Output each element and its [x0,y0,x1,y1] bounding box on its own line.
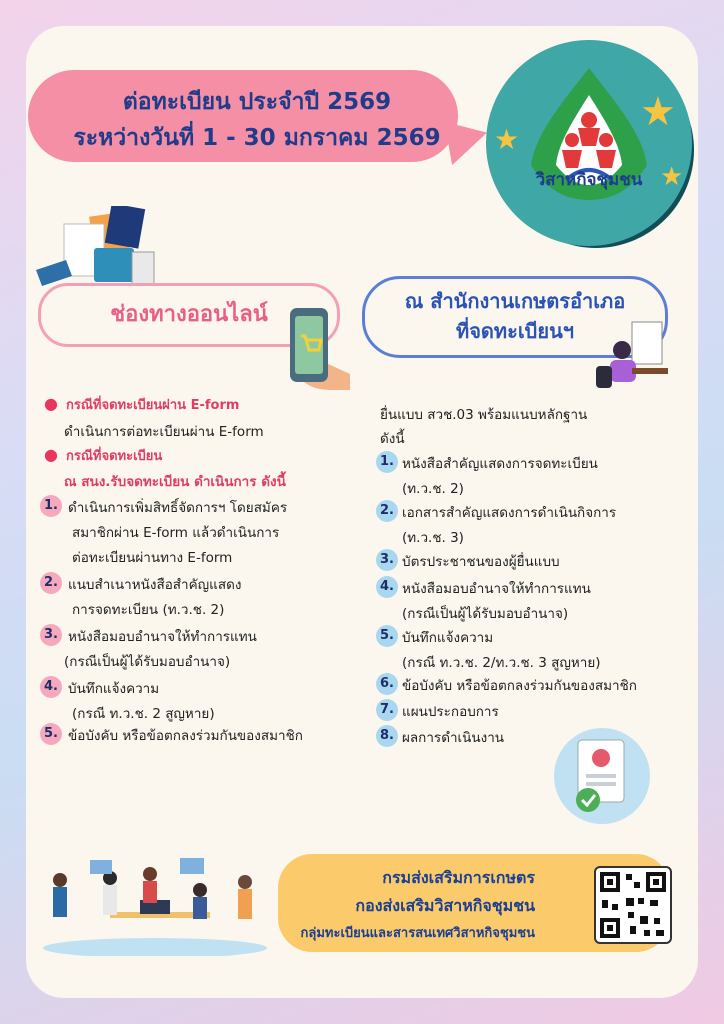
item-number: 7. [376,699,398,721]
online-bullet-2 [44,445,162,466]
online-item-1-line-3: ต่อทะเบียนผ่านทาง E-form [72,550,233,566]
office-item-6-line-1: ข้อบังคับ หรือข้อตกลงร่วมกันของสมาชิก [402,678,637,694]
office-item-2-line-2: (ท.ว.ช. 3) [402,530,464,546]
logo-text: วิสาหกิจชุมชน [535,170,643,190]
item-number: 3. [376,549,398,571]
office-item-1-line-2: (ท.ว.ช. 2) [402,481,464,497]
online-channel-label: ช่องทางออนไลน์ [110,302,268,327]
star-icon: ★ [660,162,684,192]
qr-code[interactable] [594,866,672,944]
footer-division: กองส่งเสริมวิสาหกิจชุมชน [355,896,535,915]
team-meeting-illustration [40,856,270,956]
office-worker-illustration [592,316,672,388]
online-item-5-line-1: ข้อบังคับ หรือข้อตกลงร่วมกันของสมาชิก [68,728,303,744]
item-number: 3. [40,624,62,646]
title-line-1: ต่อทะเบียน ประจำปี 2569 [122,89,392,115]
item-number: 4. [376,576,398,598]
online-item-4-line-1: บันทึกแจ้งความ [68,681,160,697]
star-icon: ★ [494,123,520,156]
online-item-1-line-1: ดำเนินการเพิ่มสิทธิ์จัดการฯ โดยสมัคร [68,500,288,516]
item-number: 1. [40,495,62,517]
online-item-2-line-1: แนบสำเนาหนังสือสำคัญแสดง [68,577,242,593]
title-bubble [28,70,458,162]
footer-department: กรมส่งเสริมการเกษตร [382,868,535,887]
office-intro-line-2: ดังนี้ [380,431,405,447]
office-item-1-line-1: หนังสือสำคัญแสดงการจดทะเบียน [402,456,598,472]
bullet-description: ดำเนินการต่อทะเบียนผ่าน E-form [64,424,264,440]
office-item-5-line-2: (กรณี ท.ว.ช. 2/ท.ว.ช. 3 สูญหาย) [402,655,601,671]
title-line-2: ระหว่างวันที่ 1 - 30 มกราคม 2569 [73,125,441,151]
office-item-3-line-1: บัตรประชาชนของผู้ยื่นแบบ [402,554,560,570]
item-number: 5. [40,723,62,745]
office-heading-line-2: ที่จดทะเบียนฯ [456,319,574,343]
bullet-dot-icon: ● [44,445,58,464]
online-item-3-line-1: หนังสือมอบอำนาจให้ทำการแทน [68,629,257,645]
document-check-illustration [548,726,656,824]
item-number: 1. [376,451,398,473]
online-item-4-line-2: (กรณี ท.ว.ช. 2 สูญหาย) [72,706,215,722]
item-number: 4. [40,676,62,698]
star-icon: ★ [640,89,676,135]
item-number: 8. [376,725,398,747]
office-heading-line-1: ณ สำนักงานเกษตรอำเภอ [404,289,626,313]
office-intro-line-1: ยื่นแบบ สวช.03 พร้อมแนบหลักฐาน [380,407,588,423]
office-item-7-line-1: แผนประกอบการ [402,704,499,720]
bullet-title: กรณีที่จดทะเบียน [65,449,163,464]
footer-group: กลุ่มทะเบียนและสารสนเทศวิสาหกิจชุมชน [300,926,535,941]
tax-documents-illustration [36,206,160,290]
online-item-3-line-2: (กรณีเป็นผู้ได้รับมอบอำนาจ) [64,654,231,670]
mobile-shopping-icon [284,304,354,392]
title-bubble-tail [444,115,491,165]
office-item-4-line-2: (กรณีเป็นผู้ได้รับมอบอำนาจ) [402,606,569,622]
bullet-dot-icon: ● [44,394,58,413]
online-item-1-line-2: สมาชิกผ่าน E-form แล้วดำเนินการ [72,525,280,541]
item-number: 6. [376,673,398,695]
office-item-5-line-1: บันทึกแจ้งความ [402,630,494,646]
item-number: 2. [376,500,398,522]
office-item-4-line-1: หนังสือมอบอำนาจให้ทำการแทน [402,581,591,597]
item-number: 5. [376,625,398,647]
bullet-description: ณ สนง.รับจดทะเบียน ดำเนินการ ดังนี้ [64,474,286,490]
online-item-2-line-2: การจดทะเบียน (ท.ว.ช. 2) [72,602,225,618]
item-number: 2. [40,572,62,594]
qr-code-icon [596,868,670,942]
bullet-title: กรณีที่จดทะเบียนผ่าน E-form [65,398,240,413]
online-bullet-1 [44,394,239,415]
office-item-2-line-1: เอกสารสำคัญแสดงการดำเนินกิจการ [402,505,617,521]
office-item-8-line-1: ผลการดำเนินงาน [402,730,505,746]
